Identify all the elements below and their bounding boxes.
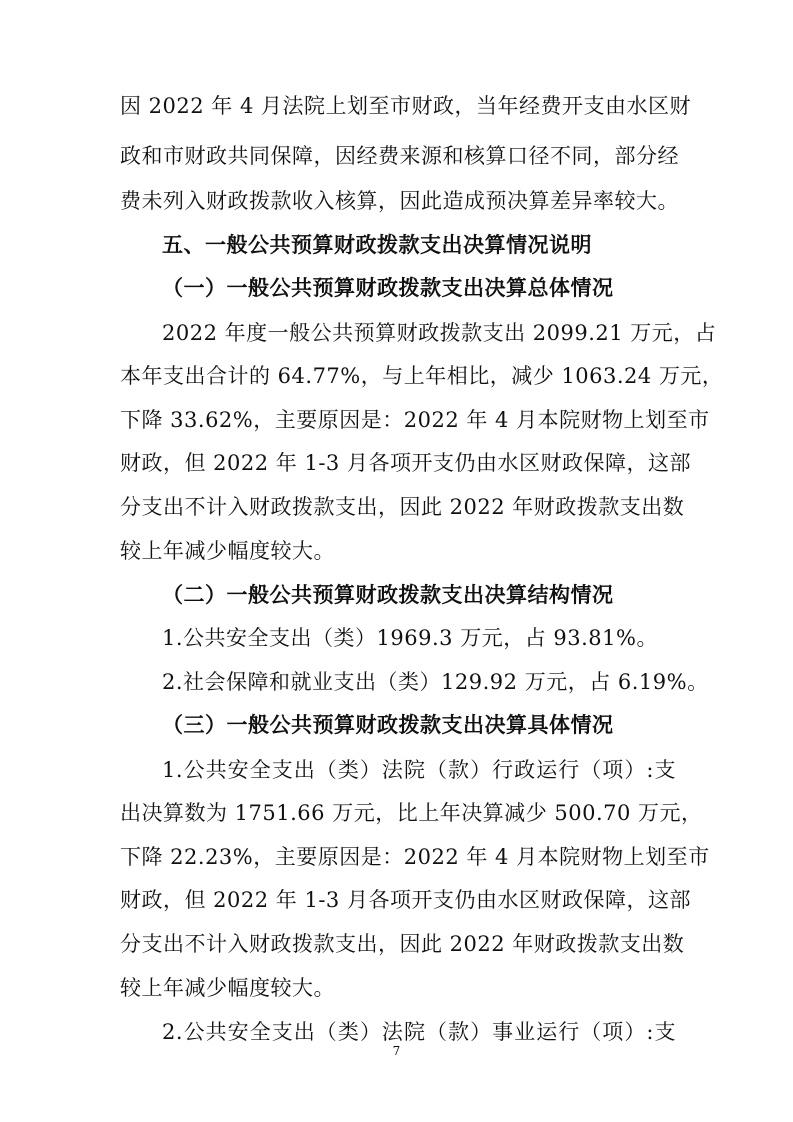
subsection-heading: （三）一般公共预算财政拨款支出决算具体情况 <box>162 713 614 737</box>
subsection-heading: （二）一般公共预算财政拨款支出决算结构情况 <box>162 583 614 607</box>
paragraph-line: 财政，但 2022 年 1-3 月各项开支仍由水区财政保障，这部 <box>120 888 691 912</box>
paragraph-line: 费未列入财政拨款收入核算，因此造成预决算差异率较大。 <box>120 189 679 213</box>
paragraph-line: 本年支出合计的 64.77%，与上年相比，减少 1063.24 万元， <box>120 364 724 388</box>
paragraph-line: 2.公共安全支出（类）法院（款）事业运行（项）:支 <box>162 1020 676 1044</box>
paragraph-line: 下降 22.23%，主要原因是：2022 年 4 月本院财物上划至市 <box>120 845 710 869</box>
paragraph-line: 财政，但 2022 年 1-3 月各项开支仍由水区财政保障，这部 <box>120 451 691 475</box>
paragraph-line: 1.公共安全支出（类）法院（款）行政运行（项）:支 <box>162 758 676 782</box>
paragraph-line: 较上年减少幅度较大。 <box>120 976 335 1000</box>
paragraph-line: 因 2022 年 4 月法院上划至市财政，当年经费开支由水区财 <box>120 94 692 118</box>
list-item: 1.公共安全支出（类）1969.3 万元，占 93.81%。 <box>162 626 658 650</box>
paragraph-line: 分支出不计入财政拨款支出，因此 2022 年财政拨款支出数 <box>120 932 685 956</box>
paragraph-line: 出决算数为 1751.66 万元，比上年决算减少 500.70 万元， <box>120 801 703 825</box>
paragraph-line: 较上年减少幅度较大。 <box>120 539 335 563</box>
page-number: 7 <box>392 1044 401 1058</box>
paragraph-line: 政和市财政共同保障，因经费来源和核算口径不同，部分经 <box>120 144 679 168</box>
paragraph-line: 下降 33.62%，主要原因是：2022 年 4 月本院财物上划至市 <box>120 408 710 432</box>
paragraph-line: 分支出不计入财政拨款支出，因此 2022 年财政拨款支出数 <box>120 495 685 519</box>
list-item: 2.社会保障和就业支出（类）129.92 万元，占 6.19%。 <box>162 670 709 694</box>
subsection-heading: （一）一般公共预算财政拨款支出决算总体情况 <box>162 276 614 300</box>
section-heading: 五、一般公共预算财政拨款支出决算情况说明 <box>162 233 592 257</box>
paragraph-line: 2022 年度一般公共预算财政拨款支出 2099.21 万元，占 <box>162 321 717 345</box>
